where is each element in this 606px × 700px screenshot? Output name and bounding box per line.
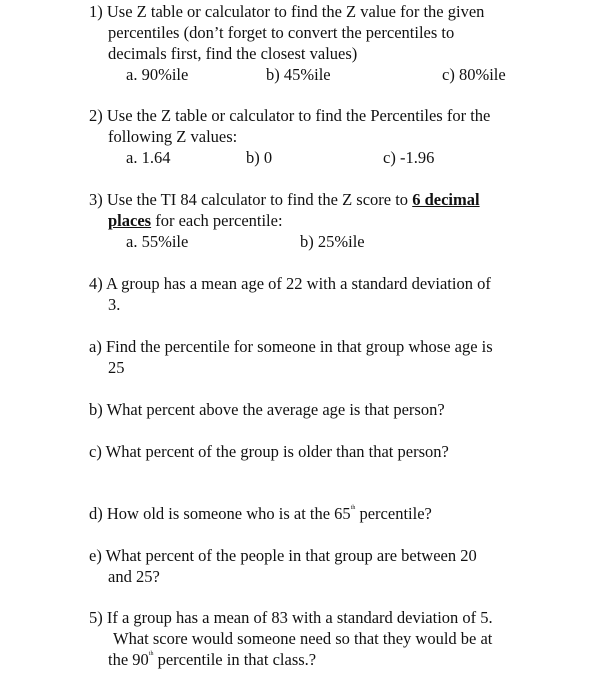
q5-ordinal-suffix: th — [148, 651, 154, 657]
q4a-line-1: a) Find the percentile for someone in that group whose age is — [89, 337, 493, 356]
q4e-line-2: and 25? — [108, 567, 160, 586]
q4-line-2: 3. — [108, 295, 121, 314]
q4-line-1: 4) A group has a mean age of 22 with a standard deviation of — [89, 274, 491, 293]
q3-option-b: b) 25%ile — [300, 232, 365, 251]
q1-option-c: c) 80%ile — [442, 65, 506, 84]
q3-option-a: a. 55%ile — [126, 232, 189, 251]
q1-option-b: b) 45%ile — [266, 65, 331, 84]
q1-option-a: a. 90%ile — [126, 65, 189, 84]
q3-emphasis-6-decimal: 6 decimal — [412, 190, 480, 209]
q4b-line: b) What percent above the average age is that person? — [89, 400, 445, 419]
q3-line-1-text: 3) Use the TI 84 calculator to find the Z score to — [89, 190, 413, 209]
q4d-ordinal-suffix: th — [350, 505, 356, 511]
q5-line-3 — [108, 649, 316, 670]
q2-option-c: c) -1.96 — [383, 148, 435, 167]
q3-line-2 — [108, 210, 283, 231]
q4e-line-1: e) What percent of the people in that group are between 20 — [89, 546, 477, 565]
q4d-text-end: percentile? — [355, 504, 432, 523]
q2-option-b: b) 0 — [246, 148, 273, 167]
q1-line-1: 1) Use Z table or calculator to find the Z value for the given — [89, 2, 485, 21]
q5-text-end: percentile in that class.? — [153, 650, 317, 669]
q3-line-1 — [89, 189, 480, 210]
q5-line-2: What score would someone need so that they would be at — [113, 629, 493, 648]
q4a-line-2: 25 — [108, 358, 125, 377]
q2-line-1: 2) Use the Z table or calculator to find the Percentiles for the — [89, 106, 491, 125]
q3-line-2-text: for each percentile: — [151, 211, 283, 230]
q4d-line — [89, 503, 432, 524]
q4d-text: d) How old is someone who is at the 65 — [89, 504, 351, 523]
q2-line-2: following Z values: — [108, 127, 238, 146]
q1-line-3: decimals first, find the closest values) — [108, 44, 358, 63]
q3-emphasis-places: places — [108, 211, 152, 230]
q1-line-2: percentiles (don’t forget to convert the percentiles to — [108, 23, 455, 42]
q5-line-1: 5) If a group has a mean of 83 with a standard deviation of 5. — [89, 608, 493, 627]
q2-option-a: a. 1.64 — [126, 148, 171, 167]
q4c-line: c) What percent of the group is older than that person? — [89, 442, 449, 461]
q5-text: the 90 — [108, 650, 149, 669]
